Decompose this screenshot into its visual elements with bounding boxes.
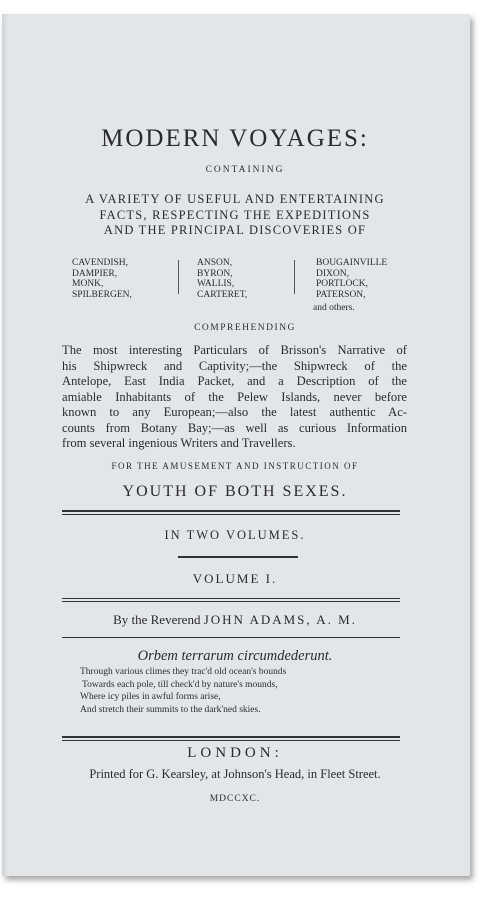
subtitle (40, 192, 430, 239)
navigator-name: DIXON, (316, 268, 349, 279)
subtitle-line: AND THE PRINCIPAL DISCOVERIES OF (103, 223, 367, 237)
book-title: MODERN VOYAGES: (101, 125, 369, 152)
comprehending-label: COMPREHENDING (194, 323, 296, 333)
double-rule (62, 740, 400, 741)
latin-motto: Orbem terrarum circumdederunt. (137, 648, 333, 664)
verse-line: Through various climes they trac'd old ocean's bounds (80, 667, 287, 677)
double-rule (62, 514, 400, 515)
double-rule (62, 510, 400, 512)
double-rule (62, 736, 400, 738)
navigator-name: DAMPIER, (72, 268, 118, 279)
navigator-name: CAVENDISH, (72, 258, 129, 268)
description-paragraph (62, 343, 407, 452)
verse-line: Towards each pole, till check'd by nature's mounds, (82, 679, 278, 690)
description-line: Antelope, East India Packet, and a Description of the (62, 374, 407, 388)
navigator-name: BOUGAINVILLE (316, 258, 388, 268)
verse-line: Where icy piles in awful forms arise, (80, 692, 221, 702)
rule (62, 598, 400, 599)
description-line: counts from Botany Bay;—as well as curious Information (62, 420, 407, 435)
verse-line: And stretch their summits to the dark'ned skies. (80, 704, 261, 715)
amusement-line: FOR THE AMUSEMENT AND INSTRUCTION OF (111, 461, 359, 471)
description-line: known to any European;—also the latest authentic Ac- (62, 405, 407, 419)
navigator-name: ANSON, (197, 258, 233, 268)
description-line: The most interesting Particulars of Brisson's Narrative of (62, 343, 407, 357)
author-name: JOHN ADAMS, A. M. (203, 612, 357, 627)
and-others: and others. (313, 303, 355, 313)
containing-label: CONTAINING (205, 165, 285, 175)
page-edge-shadow (2, 14, 8, 876)
place-of-publication: LONDON: (187, 745, 283, 761)
author-line (30, 612, 440, 628)
navigator-name: MONK, (72, 279, 104, 289)
author-prefix: By the Reverend (113, 612, 201, 627)
subtitle-line: A VARIETY OF USEFUL AND ENTERTAINING (85, 192, 385, 206)
publication-date: MDCCXC. (209, 794, 261, 804)
navigator-name: SPILBERGEN, (72, 289, 132, 300)
description-line: his Shipwreck and Captivity;—the Shipwreck of the (62, 358, 407, 373)
volumes-line: IN TWO VOLUMES. (164, 528, 306, 542)
subtitle-line: FACTS, RESPECTING THE EXPEDITIONS (99, 207, 371, 222)
navigator-column-1 (72, 258, 132, 300)
short-rule (178, 556, 298, 558)
navigator-column-3 (316, 258, 387, 300)
navigator-name: WALLIS, (197, 279, 235, 289)
audience-line: YOUTH OF BOTH SEXES. (122, 483, 348, 500)
rule (62, 637, 400, 638)
description-line: amiable Inhabitants of the Pelew Islands, never before (62, 389, 407, 404)
navigator-name: CARTERET, (197, 289, 248, 300)
navigator-name: PATERSON, (316, 289, 366, 300)
navigator-name: BYRON, (197, 268, 233, 279)
navigator-name: PORTLOCK, (316, 279, 368, 289)
column-divider (294, 260, 295, 294)
column-divider (178, 260, 179, 294)
verse (80, 666, 286, 716)
volume-number: VOLUME I. (192, 571, 278, 586)
navigator-column-2 (197, 258, 247, 300)
description-line: from several ingenious Writers and Travellers. (62, 436, 296, 450)
rule (62, 601, 400, 602)
imprint-line: Printed for G. Kearsley, at Johnson's Head, in Fleet Street. (89, 767, 381, 781)
